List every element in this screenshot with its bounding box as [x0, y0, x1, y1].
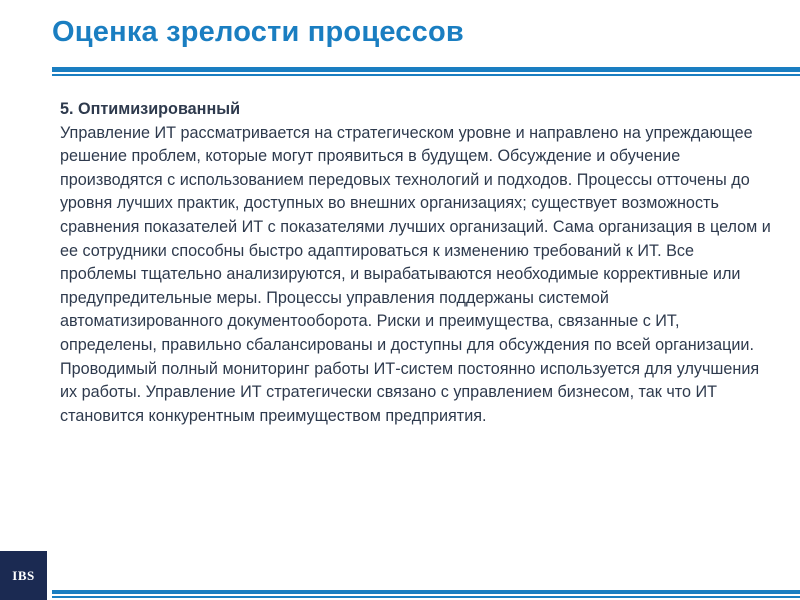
title-divider	[52, 67, 800, 72]
footer-divider	[52, 590, 800, 594]
level-heading: 5. Оптимизированный	[60, 100, 241, 118]
title-divider-thin	[52, 74, 800, 76]
level-description: Управление ИТ рассматривается на стратегическом уровне и направлено на упреждающее решение проблем, которые могут проявиться в будущем. Обсуждение и обучение производятся с использованием передовых технологий и подходов. Процессы отточены до уровня лучших практик, доступных во внешних организациях; существует возможность сравнения показателей ИТ с показателями лучших организаций. Сама организация в целом и ее сотрудники способны быстро адаптироваться к изменению требований к ИТ. Все проблемы тщательно анализируются, и вырабатываются необходимые коррективные или предупредительные меры. Процессы управления поддержаны системой автоматизированного документооборота. Риски и преимущества, связанные с ИТ, определены, правильно сбалансированы и доступны для обсуждения по всей организации. Проводимый полный мониторинг работы ИТ-систем постоянно используется для улучшения их работы. Управление ИТ стратегически связано с управлением бизнесом, так что ИТ становится конкурентным преимуществом предприятия.	[60, 123, 771, 425]
footer-divider-thin	[52, 596, 800, 598]
slide-title: Оценка зрелости процессов	[52, 16, 464, 48]
company-logo	[0, 551, 47, 600]
logo-text: IBS	[12, 567, 35, 583]
content-block	[60, 98, 772, 428]
